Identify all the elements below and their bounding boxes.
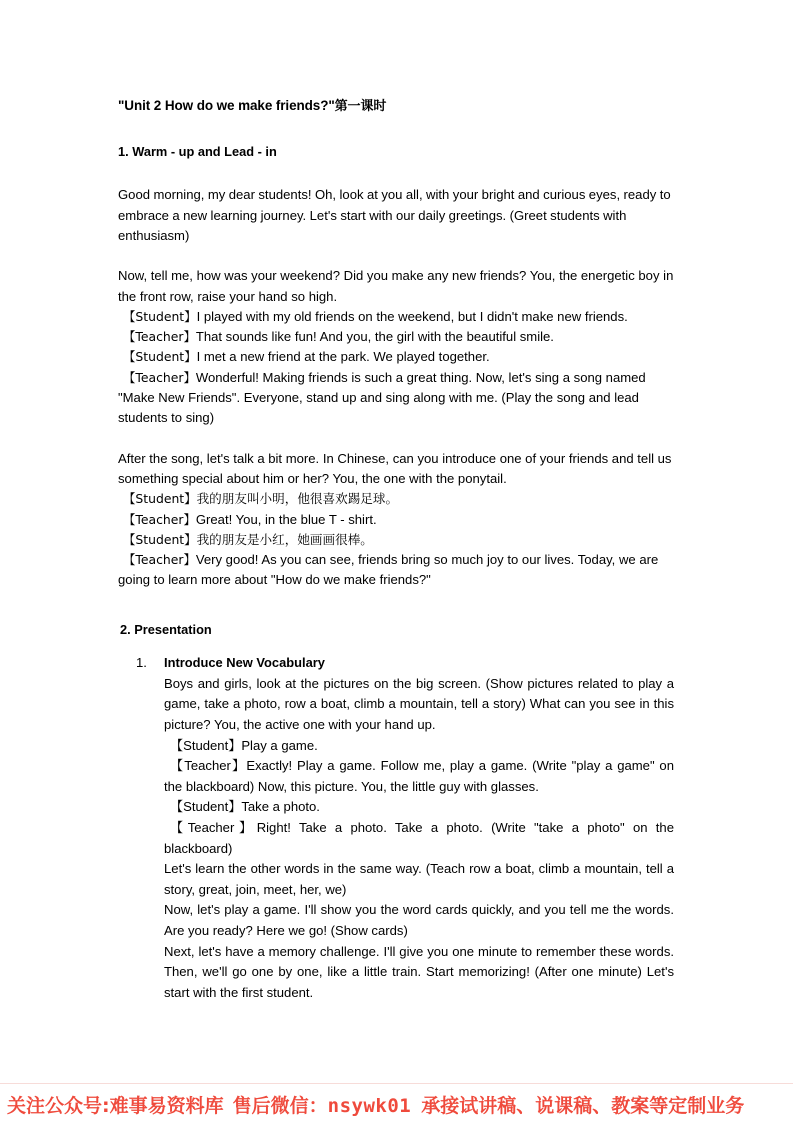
dialogue-lead-2: After the song, let's talk a bit more. In Chinese, can you introduce one of your friends and tell us something special about him or her? You, the one with the ponytail. [118,450,672,486]
dialogue-block-1 [118,266,674,428]
dialogue-line [118,307,674,327]
list-item-paragraph: 【Student】Play a game. [170,737,318,753]
footer-wechat-id: nsywk01 [327,1094,412,1117]
page-title [118,96,674,117]
list-item-paragraph: 【Teacher】Right! Take a photo. Take a photo. (Write "take a photo" on the blackboard) [164,820,674,856]
dialogue-line [118,550,674,591]
dialogue-line [118,347,674,367]
dialogue-line [118,510,674,530]
dialogue-text: Great! You, in the blue T - shirt. [195,511,377,527]
dialogue-line [118,530,674,550]
speaker-label: 【Student】 [123,531,197,547]
footer-account-label: 关注公众号:难事易资料库 [7,1094,224,1117]
dialogue-text: Very good! As you can see, friends bring so much joy to our lives. Today, we are going to learn more about "How do we make friends?" [118,552,659,588]
speaker-label: 【Teacher】 [123,329,196,345]
footer-watermark-banner [0,1086,793,1122]
list-item-paragraph: 【Student】Take a photo. [170,799,320,815]
page-title-english: "Unit 2 How do we make friends?" [118,98,335,113]
page-title-chinese: 第一课时 [334,99,387,114]
speaker-label: 【Student】 [123,308,197,324]
list-item-title: Introduce New Vocabulary [164,655,325,671]
dialogue-block-2 [118,449,674,591]
section-heading-warmup: 1. Warm - up and Lead - in [118,143,277,159]
speaker-label: 【Teacher】 [123,369,196,385]
speaker-label: 【Student】 [123,491,197,507]
list-item-paragraph: Let's learn the other words in the same way. (Teach row a boat, climb a mountain, tell a story, great, join, meet, her, we) [164,861,674,897]
list-item-paragraph: Boys and girls, look at the pictures on the big screen. (Show pictures related to play a game, take a photo, row a boat, climb a mountain, tell a story) What can you see in this picture? You, the active one with your hand up. [164,675,674,733]
list-item-paragraph: Now, let's play a game. I'll show you the word cards quickly, and you tell me the words. Are you ready? Here we go! (Show cards) [164,902,674,938]
speaker-label: 【Teacher】 [123,552,196,568]
list-item-paragraph: 【Teacher】Exactly! Play a game. Follow me, play a game. (Write "play a game" on the blackboard) Now, this picture. You, the little guy with glasses. [164,758,674,794]
dialogue-line [118,327,674,347]
section-heading-presentation: 2. Presentation [120,621,212,637]
warmup-intro-paragraph: Good morning, my dear students! Oh, look at you all, with your bright and curious eyes, ready to embrace a new learning journey. Let's start with our daily greetings. (Greet students with enthusiasm) [118,187,671,243]
dialogue-line [118,368,674,429]
dialogue-line [118,489,674,509]
presentation-list [118,653,674,1003]
list-item [118,653,674,1003]
dialogue-text: Wonderful! Making friends is such a great thing. Now, let's sing a song named "Make New Friends". Everyone, stand up and sing along with me. (Play the song and lead students to sing) [118,369,646,426]
dialogue-text: That sounds like fun! And you, the girl with the beautiful smile. [195,329,554,345]
dialogue-text: 我的朋友叫小明，他很喜欢踢足球。 [196,491,399,507]
dialogue-text: I met a new friend at the park. We played together. [196,349,490,365]
dialogue-lead-1: Now, tell me, how was your weekend? Did you make any new friends? You, the energetic boy in the front row, raise your hand so high. [118,268,674,304]
footer-services-label: 承接试讲稿、说课稿、教案等定制业务 [421,1094,745,1117]
footer-watermark-text [0,1091,744,1118]
list-item-marker: 1. [136,655,147,671]
document-content [118,96,674,1003]
dialogue-text: I played with my old friends on the weekend, but I didn't make new friends. [196,308,628,324]
list-item-paragraph: Next, let's have a memory challenge. I'll give you one minute to remember these words. Then, we'll go one by one, like a little train. Start memorizing! (After one minute) Let's start with the first student. [164,943,674,1000]
footer-wechat-label: 售后微信： [232,1094,328,1117]
speaker-label: 【Teacher】 [123,511,196,527]
footer-divider [0,1083,793,1084]
speaker-label: 【Student】 [123,349,197,365]
dialogue-text: 我的朋友是小红，她画画很棒。 [196,531,373,547]
